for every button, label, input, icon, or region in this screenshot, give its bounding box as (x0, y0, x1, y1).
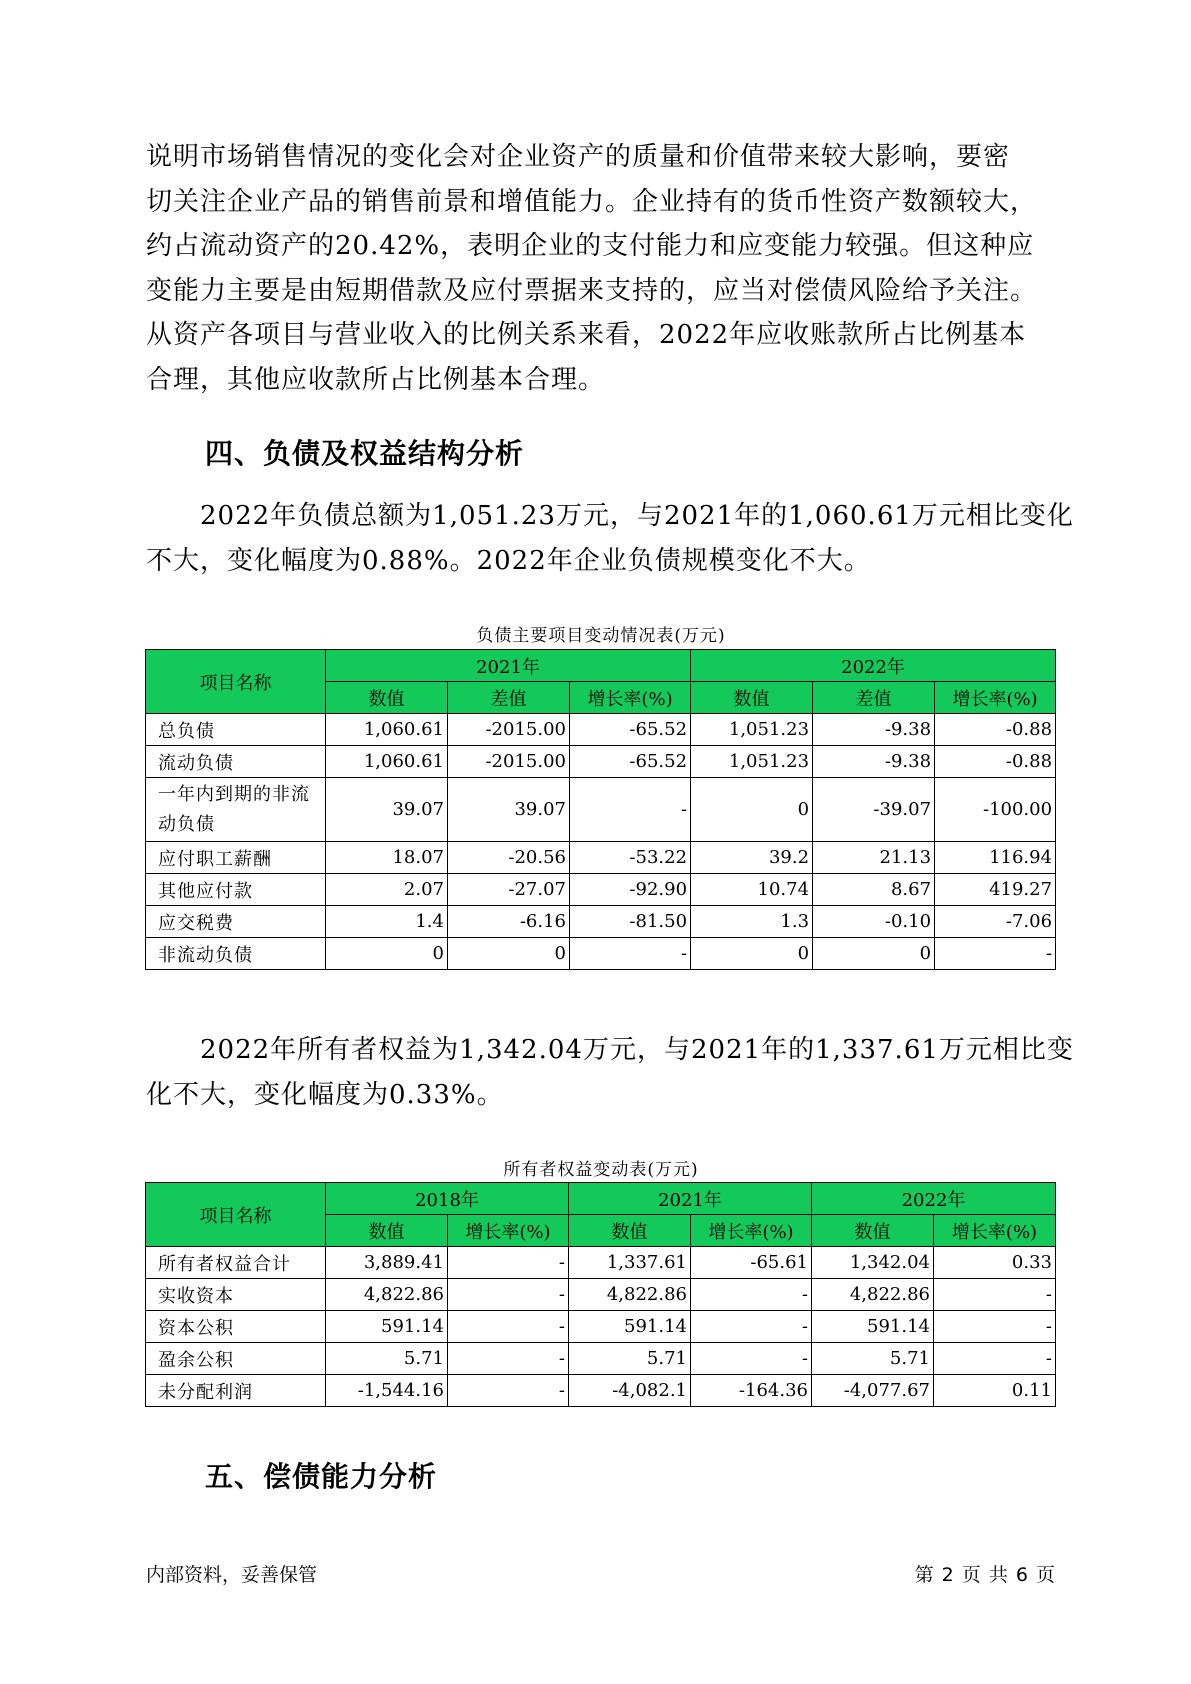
row-label: 盈余公积 (146, 1343, 326, 1375)
table-row (146, 842, 1056, 874)
table-cell: -4,077.67 (812, 1375, 934, 1407)
table-cell: - (934, 1343, 1056, 1375)
text-line: 化不大，变化幅度为0.33%。 (146, 1079, 504, 1110)
table-cell: 1,051.23 (691, 714, 813, 746)
table-cell: -2015.00 (448, 714, 570, 746)
liability-table (145, 649, 1056, 970)
row-label: 未分配利润 (146, 1375, 326, 1407)
table-cell: 591.14 (569, 1311, 691, 1343)
column-header: 数值 (569, 1215, 691, 1247)
table-cell: 0 (326, 938, 448, 970)
table-cell: -164.36 (691, 1375, 812, 1407)
text-line: 合理，其他应收款所占比例基本合理。 (146, 364, 606, 395)
text-line: 说明市场销售情况的变化会对企业资产的质量和价值带来较大影响，要密 (146, 142, 1011, 172)
table-cell: - (691, 1279, 812, 1311)
column-header-item-name: 项目名称 (146, 1183, 326, 1247)
table-cell: -9.38 (813, 746, 935, 778)
table-row (146, 1247, 1056, 1279)
column-header-year: 2018年 (326, 1183, 569, 1215)
table-cell: -65.52 (570, 746, 691, 778)
row-label: 非流动负债 (146, 938, 326, 970)
column-header: 增长率(%) (570, 682, 691, 714)
row-label: 资本公积 (146, 1311, 326, 1343)
column-header: 差值 (448, 682, 570, 714)
table-cell: 591.14 (812, 1311, 934, 1343)
table-row (146, 1343, 1056, 1375)
table-cell: 1,060.61 (326, 714, 448, 746)
table-cell: 3,889.41 (326, 1247, 448, 1279)
table-cell: 4,822.86 (812, 1279, 934, 1311)
table-cell: 2.07 (326, 874, 448, 906)
column-header: 数值 (326, 1215, 448, 1247)
table-row (146, 714, 1056, 746)
table-cell: -65.52 (570, 714, 691, 746)
table-cell: -4,082.1 (569, 1375, 691, 1407)
table-row (146, 746, 1056, 778)
table-cell: 1,051.23 (691, 746, 813, 778)
text-line: 不大，变化幅度为0.88%。2022年企业负债规模变化不大。 (146, 545, 871, 576)
row-label: 应付职工薪酬 (146, 842, 326, 874)
table-cell: -9.38 (813, 714, 935, 746)
table-cell: 4,822.86 (569, 1279, 691, 1311)
table-cell: 1.4 (326, 906, 448, 938)
row-label: 所有者权益合计 (146, 1247, 326, 1279)
table-cell: 0.11 (934, 1375, 1056, 1407)
table-row (146, 874, 1056, 906)
row-label: 实收资本 (146, 1279, 326, 1311)
table-cell: 39.2 (691, 842, 813, 874)
table-cell: - (448, 1279, 569, 1311)
column-header: 数值 (326, 682, 448, 714)
table-cell: 5.71 (569, 1343, 691, 1375)
column-header: 增长率(%) (935, 682, 1056, 714)
table-row (146, 1311, 1056, 1343)
table-cell: -6.16 (448, 906, 570, 938)
row-label: 一年内到期的非流动负债 (146, 778, 326, 842)
table-cell: 8.67 (813, 874, 935, 906)
table-cell: 1,337.61 (569, 1247, 691, 1279)
column-header: 数值 (691, 682, 813, 714)
equity-paragraph (146, 1028, 1074, 1117)
liability-paragraph (146, 494, 1074, 583)
table-cell: 18.07 (326, 842, 448, 874)
text-line: 切关注企业产品的销售前景和增值能力。企业持有的货币性资产数额较大， (146, 186, 1038, 217)
column-header-year: 2021年 (326, 650, 691, 682)
table-cell: 21.13 (813, 842, 935, 874)
row-label: 流动负债 (146, 746, 326, 778)
table-cell: 0 (448, 938, 570, 970)
table-cell: -81.50 (570, 906, 691, 938)
table-row (146, 906, 1056, 938)
table-row (146, 778, 1056, 842)
table-cell: -7.06 (935, 906, 1056, 938)
column-header-year: 2021年 (569, 1183, 812, 1215)
table-cell: - (448, 1311, 569, 1343)
section-heading-liabilities: 四、负债及权益结构分析 (205, 437, 525, 470)
table-cell: 591.14 (326, 1311, 448, 1343)
text-line: 从资产各项目与营业收入的比例关系来看，2022年应收账款所占比例基本 (146, 320, 1027, 350)
text-line: 变能力主要是由短期借款及应付票据来支持的，应当对偿债风险给予关注。 (146, 275, 1038, 306)
table-cell: -53.22 (570, 842, 691, 874)
table-cell: 1,060.61 (326, 746, 448, 778)
table-cell: -39.07 (813, 778, 935, 842)
table-row (146, 1375, 1056, 1407)
footer-page-number: 第 2 页 共 6 页 (914, 1564, 1056, 1586)
table-cell: 39.07 (326, 778, 448, 842)
table-cell: - (448, 1343, 569, 1375)
table-cell: 1.3 (691, 906, 813, 938)
table-cell: - (448, 1247, 569, 1279)
column-header-year: 2022年 (812, 1183, 1056, 1215)
table-cell: - (935, 938, 1056, 970)
column-header: 增长率(%) (448, 1215, 569, 1247)
table-cell: -0.88 (935, 714, 1056, 746)
table-cell: - (448, 1375, 569, 1407)
liability-table-caption: 负债主要项目变动情况表(万元) (476, 626, 726, 646)
table-cell: -92.90 (570, 874, 691, 906)
column-header: 增长率(%) (691, 1215, 812, 1247)
table-cell: -27.07 (448, 874, 570, 906)
row-label: 应交税费 (146, 906, 326, 938)
text-line: 2022年所有者权益为1,342.04万元，与2021年的1,337.61万元相比变 (200, 1035, 1074, 1065)
equity-table (145, 1182, 1056, 1407)
table-cell: -0.10 (813, 906, 935, 938)
text-line: 2022年负债总额为1,051.23万元，与2021年的1,060.61万元相比变化 (200, 501, 1074, 531)
table-row (146, 938, 1056, 970)
table-cell: 5.71 (812, 1343, 934, 1375)
table-row (146, 1279, 1056, 1311)
footer-confidential-note: 内部资料，妥善保管 (146, 1564, 318, 1586)
table-cell: - (934, 1311, 1056, 1343)
row-label: 其他应付款 (146, 874, 326, 906)
table-cell: -1,544.16 (326, 1375, 448, 1407)
table-cell: 5.71 (326, 1343, 448, 1375)
table-cell: -100.00 (935, 778, 1056, 842)
intro-paragraph (146, 135, 1056, 402)
table-cell: 10.74 (691, 874, 813, 906)
table-cell: -20.56 (448, 842, 570, 874)
table-cell: 0 (691, 938, 813, 970)
table-cell: - (691, 1311, 812, 1343)
table-cell: 4,822.86 (326, 1279, 448, 1311)
text-line: 约占流动资产的20.42%，表明企业的支付能力和应变能力较强。但这种应 (146, 231, 1035, 261)
table-cell: 0 (813, 938, 935, 970)
row-label: 总负债 (146, 714, 326, 746)
column-header: 增长率(%) (934, 1215, 1056, 1247)
table-cell: -0.88 (935, 746, 1056, 778)
table-cell: 0 (691, 778, 813, 842)
section-heading-solvency: 五、偿债能力分析 (205, 1460, 438, 1493)
table-cell: -2015.00 (448, 746, 570, 778)
table-cell: -65.61 (691, 1247, 812, 1279)
table-cell: - (691, 1343, 812, 1375)
column-header: 数值 (812, 1215, 934, 1247)
table-cell: - (570, 778, 691, 842)
column-header: 差值 (813, 682, 935, 714)
equity-table-caption: 所有者权益变动表(万元) (503, 1160, 699, 1180)
table-cell: - (570, 938, 691, 970)
table-cell: 39.07 (448, 778, 570, 842)
table-cell: 0.33 (934, 1247, 1056, 1279)
table-cell: 116.94 (935, 842, 1056, 874)
table-cell: - (934, 1279, 1056, 1311)
table-cell: 419.27 (935, 874, 1056, 906)
column-header-item-name: 项目名称 (146, 650, 326, 714)
column-header-year: 2022年 (691, 650, 1056, 682)
table-cell: 1,342.04 (812, 1247, 934, 1279)
